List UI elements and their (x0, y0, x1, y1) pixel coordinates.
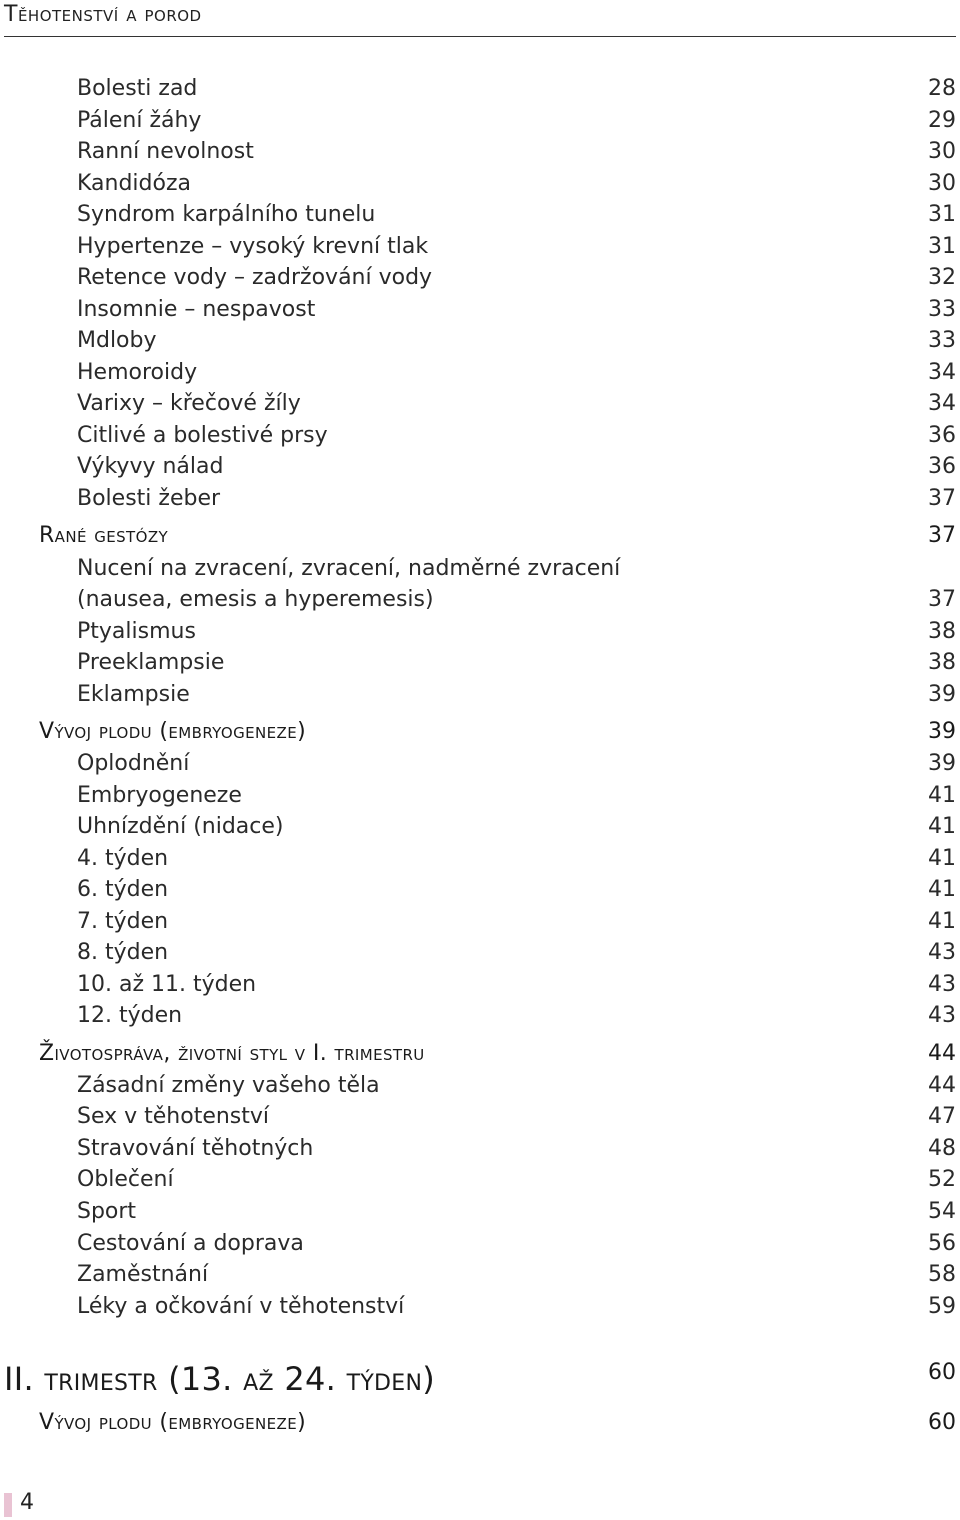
toc-page-number: 59 (928, 1294, 956, 1319)
toc-entry-title: Ranní nevolnost (77, 139, 254, 164)
toc-entry-title: Mdloby (77, 328, 157, 353)
toc-page-number: 33 (928, 328, 956, 353)
folio-marker (4, 1493, 12, 1517)
toc-page-number: 31 (928, 202, 956, 227)
toc-page-number: 37 (928, 587, 956, 612)
toc-page-number: 39 (928, 751, 956, 776)
toc-entry-row (0, 328, 960, 353)
toc-entry-title: Ptyalismus (77, 619, 196, 644)
toc-entry-title: Nucení na zvracení, zvracení, nadměrné zvracení (77, 556, 621, 581)
toc-entry-row (0, 234, 960, 259)
toc-page-number: 43 (928, 972, 956, 997)
toc-entry-row (0, 486, 960, 511)
toc-entry-title: Retence vody – zadržování vody (77, 265, 433, 290)
toc-entry-title: 12. týden (77, 1003, 183, 1028)
toc-page-number: 60 (928, 1410, 956, 1435)
toc-page-number: 60 (928, 1360, 956, 1385)
toc-entry-title: 8. týden (77, 940, 169, 965)
toc-page-number: 44 (928, 1041, 956, 1066)
toc-page-number: 56 (928, 1231, 956, 1256)
toc-part-title: II. trimestr (13. až 24. týden) (4, 1360, 436, 1398)
toc-entry-row (0, 1167, 960, 1192)
toc-section-title: Vývoj plodu (embryogeneze) (39, 1410, 307, 1435)
toc-entry-row (0, 202, 960, 227)
toc-entry-title: Varixy – křečové žíly (77, 391, 301, 416)
toc-entry-row (0, 1073, 960, 1098)
toc-page-number: 34 (928, 360, 956, 385)
toc-entry-title: Hemoroidy (77, 360, 198, 385)
toc-part-row (0, 1360, 960, 1398)
toc-entry-row (0, 139, 960, 164)
toc-entry-row (0, 972, 960, 997)
toc-entry-title: Sport (77, 1199, 137, 1224)
toc-page-number: 54 (928, 1199, 956, 1224)
toc-entry-row (0, 171, 960, 196)
toc-entry-title: Pálení žáhy (77, 108, 202, 133)
toc-entry-title: Insomnie – nespavost (77, 297, 316, 322)
toc-entry-row (0, 265, 960, 290)
toc-entry-row (0, 783, 960, 808)
toc-entry-title: Oplodnění (77, 751, 190, 776)
toc-page-number: 38 (928, 619, 956, 644)
toc-entry-title: Bolesti žeber (77, 486, 221, 511)
toc-page-number: 34 (928, 391, 956, 416)
toc-entry-row (0, 1199, 960, 1224)
toc-page-number: 30 (928, 139, 956, 164)
toc-page-number: 36 (928, 454, 956, 479)
toc-page-number: 43 (928, 1003, 956, 1028)
toc-section-row (0, 1410, 960, 1435)
toc-entry-title: Cestování a doprava (77, 1231, 304, 1256)
toc-entry-row (0, 877, 960, 902)
toc-entry-row (0, 76, 960, 101)
toc-entry-row (0, 1104, 960, 1129)
toc-entry-title: Oblečení (77, 1167, 174, 1192)
toc-page-number: 39 (928, 682, 956, 707)
toc-entry-title: Citlivé a bolestivé prsy (77, 423, 328, 448)
running-head: Těhotenství a porod (4, 2, 202, 27)
toc-entry-row (0, 454, 960, 479)
toc-page-number: 31 (928, 234, 956, 259)
toc-entry-title: Zásadní změny vašeho těla (77, 1073, 380, 1098)
toc-page-number: 58 (928, 1262, 956, 1287)
header-rule (4, 36, 956, 37)
toc-entry-title: Preeklampsie (77, 650, 225, 675)
toc-entry-title: Výkyvy nálad (77, 454, 224, 479)
toc-entry-row (0, 360, 960, 385)
toc-entry-row (0, 556, 960, 581)
toc-page-number: 41 (928, 846, 956, 871)
toc-page-number: 28 (928, 76, 956, 101)
toc-entry-row (0, 846, 960, 871)
toc-entry-row (0, 909, 960, 934)
toc-entry-row (0, 751, 960, 776)
toc-entry-title: Stravování těhotných (77, 1136, 314, 1161)
toc-entry-title: Zaměstnání (77, 1262, 209, 1287)
toc-page-number: 32 (928, 265, 956, 290)
toc-entry-row (0, 619, 960, 644)
toc-section-title: Vývoj plodu (embryogeneze) (39, 719, 307, 744)
toc-entry-title: Bolesti zad (77, 76, 198, 101)
toc-page-number: 44 (928, 1073, 956, 1098)
toc-page-number: 37 (928, 486, 956, 511)
toc-page-number: 47 (928, 1104, 956, 1129)
toc-page-number: 29 (928, 108, 956, 133)
toc-page-number: 38 (928, 650, 956, 675)
toc-entry-title: 10. až 11. týden (77, 972, 257, 997)
toc-page-number: 48 (928, 1136, 956, 1161)
toc-entry-row (0, 391, 960, 416)
toc-entry-row (0, 587, 960, 612)
toc-entry-row (0, 297, 960, 322)
toc-entry-title: Eklampsie (77, 682, 190, 707)
toc-page-number: 33 (928, 297, 956, 322)
toc-entry-title: Sex v těhotenství (77, 1104, 270, 1129)
toc-entry-title: Léky a očkování v těhotenství (77, 1294, 405, 1319)
toc-section-row (0, 719, 960, 744)
toc-entry-row (0, 682, 960, 707)
toc-page-number: 30 (928, 171, 956, 196)
toc-entry-title: 7. týden (77, 909, 169, 934)
toc-entry-title: Hypertenze – vysoký krevní tlak (77, 234, 429, 259)
toc-entry-row (0, 1003, 960, 1028)
toc-entry-title: Kandidóza (77, 171, 191, 196)
toc-page-number: 52 (928, 1167, 956, 1192)
toc-entry-title: Syndrom karpálního tunelu (77, 202, 376, 227)
toc-page-number: 41 (928, 877, 956, 902)
toc-entry-row (0, 650, 960, 675)
toc-page-number: 36 (928, 423, 956, 448)
toc-entry-title: 4. týden (77, 846, 169, 871)
toc-entry-title: 6. týden (77, 877, 169, 902)
toc-entry-row (0, 814, 960, 839)
toc-entry-row (0, 1262, 960, 1287)
toc-page-number: 39 (928, 719, 956, 744)
toc-entry-title: Embryogeneze (77, 783, 242, 808)
toc-entry-row (0, 1231, 960, 1256)
toc-entry-title: (nausea, emesis a hyperemesis) (77, 587, 434, 612)
toc-section-row (0, 523, 960, 548)
toc-page-number: 41 (928, 909, 956, 934)
toc-entry-row (0, 1136, 960, 1161)
toc-entry-title: Uhnízdění (nidace) (77, 814, 284, 839)
toc-section-row (0, 1041, 960, 1066)
toc-entry-row (0, 108, 960, 133)
page-number: 4 (20, 1490, 34, 1515)
toc-page-number: 41 (928, 814, 956, 839)
toc-section-title: Rané gestózy (39, 523, 169, 548)
toc-section-title: Životospráva, životní styl v I. trimestru (39, 1041, 425, 1066)
toc-entry-row (0, 423, 960, 448)
toc-page-number: 41 (928, 783, 956, 808)
toc-entry-row (0, 1294, 960, 1319)
toc-page-number: 43 (928, 940, 956, 965)
toc-entry-row (0, 940, 960, 965)
toc-page-number: 37 (928, 523, 956, 548)
